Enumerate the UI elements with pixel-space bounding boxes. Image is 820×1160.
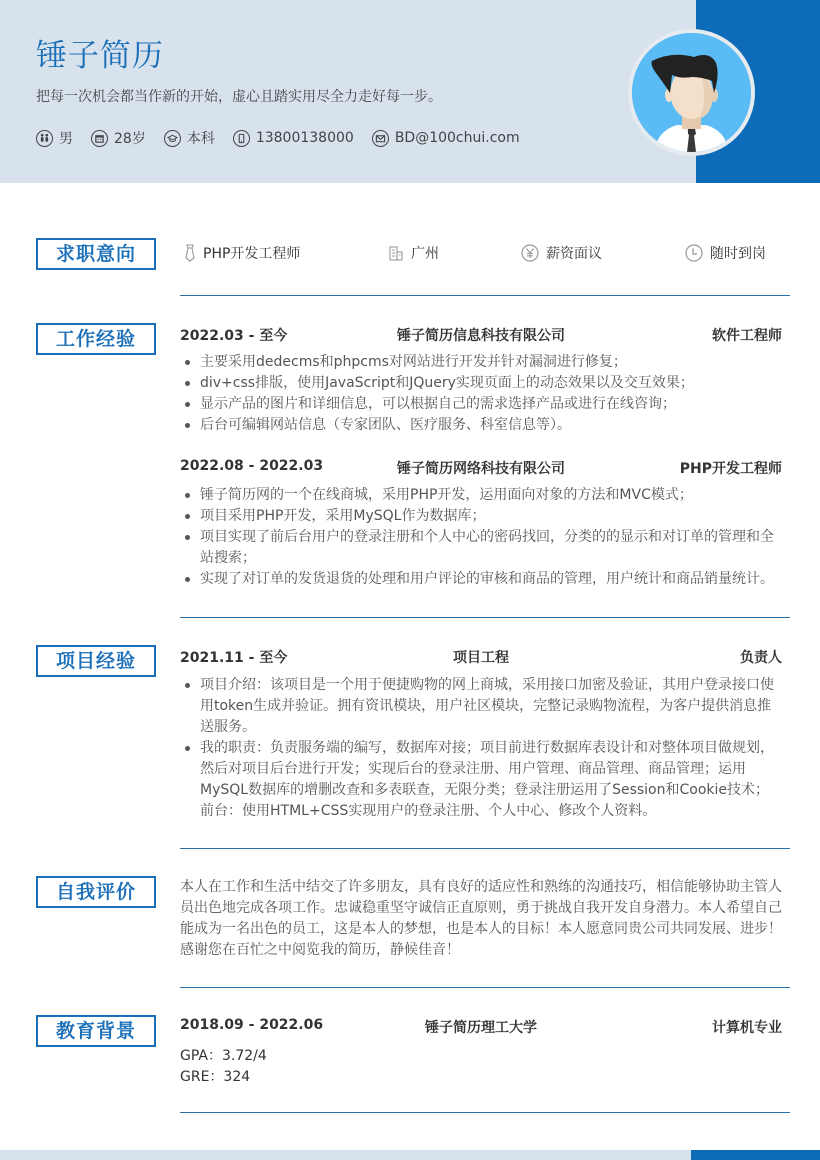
- intent-position: PHP开发工程师: [184, 243, 300, 263]
- section-title-self: 自我评价: [36, 876, 156, 908]
- graduation-cap-icon: [164, 130, 181, 147]
- intent-salary: 薪资面议: [521, 243, 602, 263]
- divider: [180, 617, 790, 618]
- resume-title: 锤子简历: [36, 38, 164, 74]
- person-icon: [632, 33, 751, 152]
- entry-date: 2018.09 - 2022.06: [180, 1017, 324, 1033]
- contact-info: [36, 128, 538, 148]
- education-gre: GRE：324: [180, 1069, 251, 1085]
- contact-email: BD@100chui.com: [372, 130, 520, 147]
- avatar-illustration: [632, 33, 751, 152]
- entry-company: 锤子简历信息科技有限公司: [397, 328, 565, 344]
- section-title-education: 教育背景: [36, 1015, 156, 1047]
- entry-project: 项目工程: [453, 650, 509, 666]
- gender-icon: [36, 130, 53, 147]
- entry-school: 锤子简历理工大学: [425, 1020, 537, 1036]
- entry-company: 锤子简历网络科技有限公司: [397, 461, 565, 477]
- work-entry-bullets: [182, 485, 782, 590]
- divider: [180, 848, 790, 849]
- project-entry-header: [180, 647, 782, 667]
- avatar: [628, 29, 755, 156]
- building-icon: [388, 245, 404, 261]
- work-entry-bullets: [182, 352, 782, 436]
- contact-degree: 本科: [164, 128, 215, 148]
- list-item: 锤子简历网的一个在线商城，采用PHP开发，运用面向对象的方法和MVC模式；: [182, 485, 782, 506]
- contact-gender: 男: [36, 128, 73, 148]
- list-item: 项目介绍：该项目是一个用于便捷购物的网上商城，采用接口加密及验证，其用户登录接口使用token生成并验证。拥有资讯模块，用户社区模块，完整记录购物流程，为客户提供消息推送服务。: [182, 675, 782, 738]
- contact-phone: 13800138000: [233, 130, 354, 147]
- entry-role: 负责人: [740, 650, 782, 666]
- education-entry-header: [180, 1017, 782, 1037]
- yen-icon: [521, 244, 539, 262]
- divider: [180, 295, 790, 296]
- contact-age: 28岁: [91, 128, 146, 148]
- divider: [180, 987, 790, 988]
- section-title-intent: 求职意向: [36, 238, 156, 270]
- intent-city: 广州: [388, 243, 439, 263]
- job-intent-row: [180, 243, 790, 265]
- section-title-work: 工作经验: [36, 323, 156, 355]
- list-item: 项目采用PHP开发，采用MySQL作为数据库；: [182, 506, 782, 527]
- list-item: 实现了对订单的发货退货的处理和用户评论的审核和商品的管理，用户统计和商品销量统计。: [182, 569, 782, 590]
- entry-role: PHP开发工程师: [679, 461, 782, 477]
- list-item: 显示产品的图片和详细信息，可以根据自己的需求选择产品或进行在线咨询；: [182, 394, 782, 415]
- tie-icon: [184, 244, 196, 262]
- entry-date: 2022.03 - 至今: [180, 328, 288, 344]
- footer-accent-block: [691, 1150, 820, 1160]
- intent-availability: 随时到岗: [685, 243, 766, 263]
- mail-icon: [372, 130, 389, 147]
- work-entry-header: [180, 325, 782, 345]
- section-title-project: 项目经验: [36, 645, 156, 677]
- entry-major: 计算机专业: [712, 1020, 782, 1036]
- entry-role: 软件工程师: [712, 328, 782, 344]
- entry-date: 2021.11 - 至今: [180, 650, 288, 666]
- list-item: 项目实现了前后台用户的登录注册和个人中心的密码找回，分类的的显示和对订单的管理和全站搜索；: [182, 527, 782, 569]
- phone-icon: [233, 130, 250, 147]
- list-item: 后台可编辑网站信息（专家团队、医疗服务、科室信息等）。: [182, 415, 782, 436]
- list-item: 主要采用dedecms和phpcms对网站进行开发并针对漏洞进行修复；: [182, 352, 782, 373]
- motto: 把每一次机会都当作新的开始，虚心且踏实用尽全力走好每一步。: [36, 89, 442, 105]
- clock-icon: [685, 244, 703, 262]
- entry-date: 2022.08 - 2022.03: [180, 458, 324, 474]
- work-entry-header: [180, 458, 782, 478]
- divider: [180, 1112, 790, 1113]
- list-item: 我的职责：负责服务端的编写，数据库对接；项目前进行数据库表设计和对整体项目做规划，然后对项目后台进行开发；实现后台的登录注册、用户管理、商品管理、商品管理；运用MySQL数据库的增删改查和多表联查，无限分类；登录注册运用了Session和Cookie技术；前台：使用HTML+CSS实现用户的登录注册、个人中心、修改个人资料。: [182, 738, 782, 822]
- education-gpa: GPA：3.72/4: [180, 1048, 267, 1064]
- calendar-icon: [91, 130, 108, 147]
- list-item: div+css排版，使用JavaScript和JQuery实现页面上的动态效果以及交互效果；: [182, 373, 782, 394]
- self-evaluation-text: 本人在工作和生活中结交了许多朋友，具有良好的适应性和熟练的沟通技巧，相信能够协助主管人员出色地完成各项工作。忠诚稳重坚守诚信正直原则，勇于挑战自我开发自身潜力。本人希望自己能成为一名出色的员工，这是本人的梦想，也是本人的目标！本人愿意同贵公司共同发展、进步！感谢您在百忙之中阅览我的简历，静候佳音！: [180, 879, 782, 958]
- project-entry-bullets: [182, 675, 782, 822]
